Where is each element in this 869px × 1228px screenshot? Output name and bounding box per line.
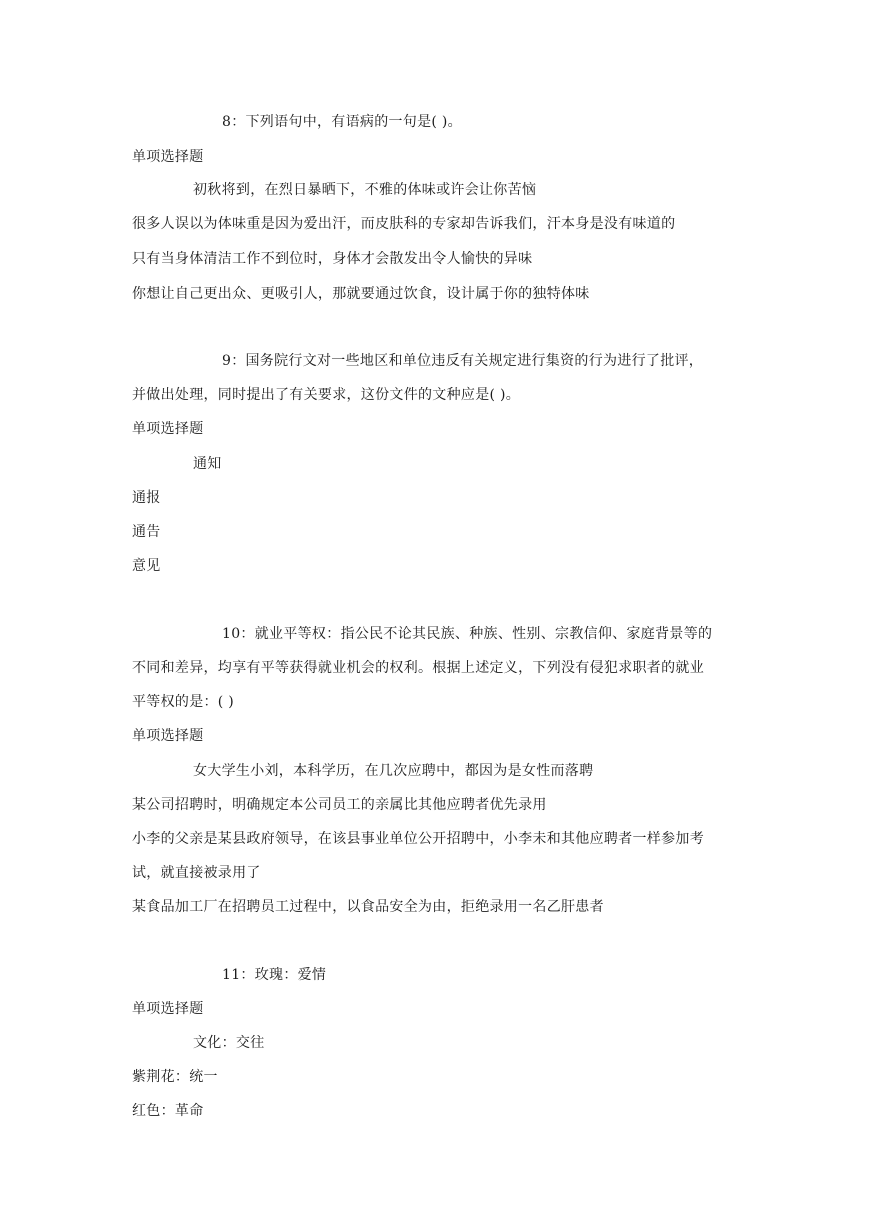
question-11-option-a: 文化：交往 bbox=[193, 1035, 265, 1051]
question-11-stem: 11：玫瑰：爱情 bbox=[222, 967, 327, 983]
question-8-type: 单项选择题 bbox=[132, 149, 204, 165]
question-8-stem: 8：下列语句中，有语病的一句是( )。 bbox=[222, 114, 462, 130]
question-10-type: 单项选择题 bbox=[132, 728, 204, 744]
question-8-option-a: 初秋将到，在烈日暴晒下，不雅的体味或许会让你苦恼 bbox=[193, 182, 537, 198]
question-9-option-a: 通知 bbox=[193, 456, 222, 472]
question-11-option-c: 红色：革命 bbox=[132, 1103, 204, 1119]
question-11-option-b: 紫荆花：统一 bbox=[132, 1069, 218, 1085]
question-9-option-c: 通告 bbox=[132, 524, 161, 540]
question-10-option-b: 某公司招聘时，明确规定本公司员工的亲属比其他应聘者优先录用 bbox=[132, 797, 547, 813]
question-8-option-d: 你想让自己更出众、更吸引人，那就要通过饮食，设计属于你的独特体味 bbox=[132, 286, 590, 302]
question-8-option-c: 只有当身体清洁工作不到位时，身体才会散发出令人愉快的异味 bbox=[132, 251, 533, 267]
question-9-stem-line2: 并做出处理，同时提出了有关要求，这份文件的文种应是( )。 bbox=[132, 387, 521, 403]
question-10-stem-line3: 平等权的是：( ) bbox=[132, 694, 235, 710]
question-9-type: 单项选择题 bbox=[132, 421, 204, 437]
question-10-stem-line2: 不同和差异，均享有平等获得就业机会的权利。根据上述定义，下列没有侵犯求职者的就业 bbox=[132, 660, 704, 676]
question-10-option-c: 小李的父亲是某县政府领导，在该县事业单位公开招聘中，小李未和其他应聘者一样参加考 bbox=[132, 831, 704, 847]
question-11-type: 单项选择题 bbox=[132, 1001, 204, 1017]
question-10-option-a: 女大学生小刘，本科学历，在几次应聘中，都因为是女性而落聘 bbox=[193, 763, 594, 779]
question-9-option-d: 意见 bbox=[132, 558, 161, 574]
question-9-option-b: 通报 bbox=[132, 490, 161, 506]
question-9-stem-line1: 9：国务院行文对一些地区和单位违反有关规定进行集资的行为进行了批评， bbox=[222, 353, 704, 369]
question-8-option-b: 很多人误以为体味重是因为爱出汗，而皮肤科的专家却告诉我们，汗本身是没有味道的 bbox=[132, 216, 676, 232]
question-10-stem-line1: 10：就业平等权：指公民不论其民族、种族、性别、宗教信仰、家庭背景等的 bbox=[222, 626, 713, 642]
question-10-option-c-cont: 试，就直接被录用了 bbox=[132, 865, 261, 881]
question-10-option-d: 某食品加工厂在招聘员工过程中，以食品安全为由，拒绝录用一名乙肝患者 bbox=[132, 899, 604, 915]
